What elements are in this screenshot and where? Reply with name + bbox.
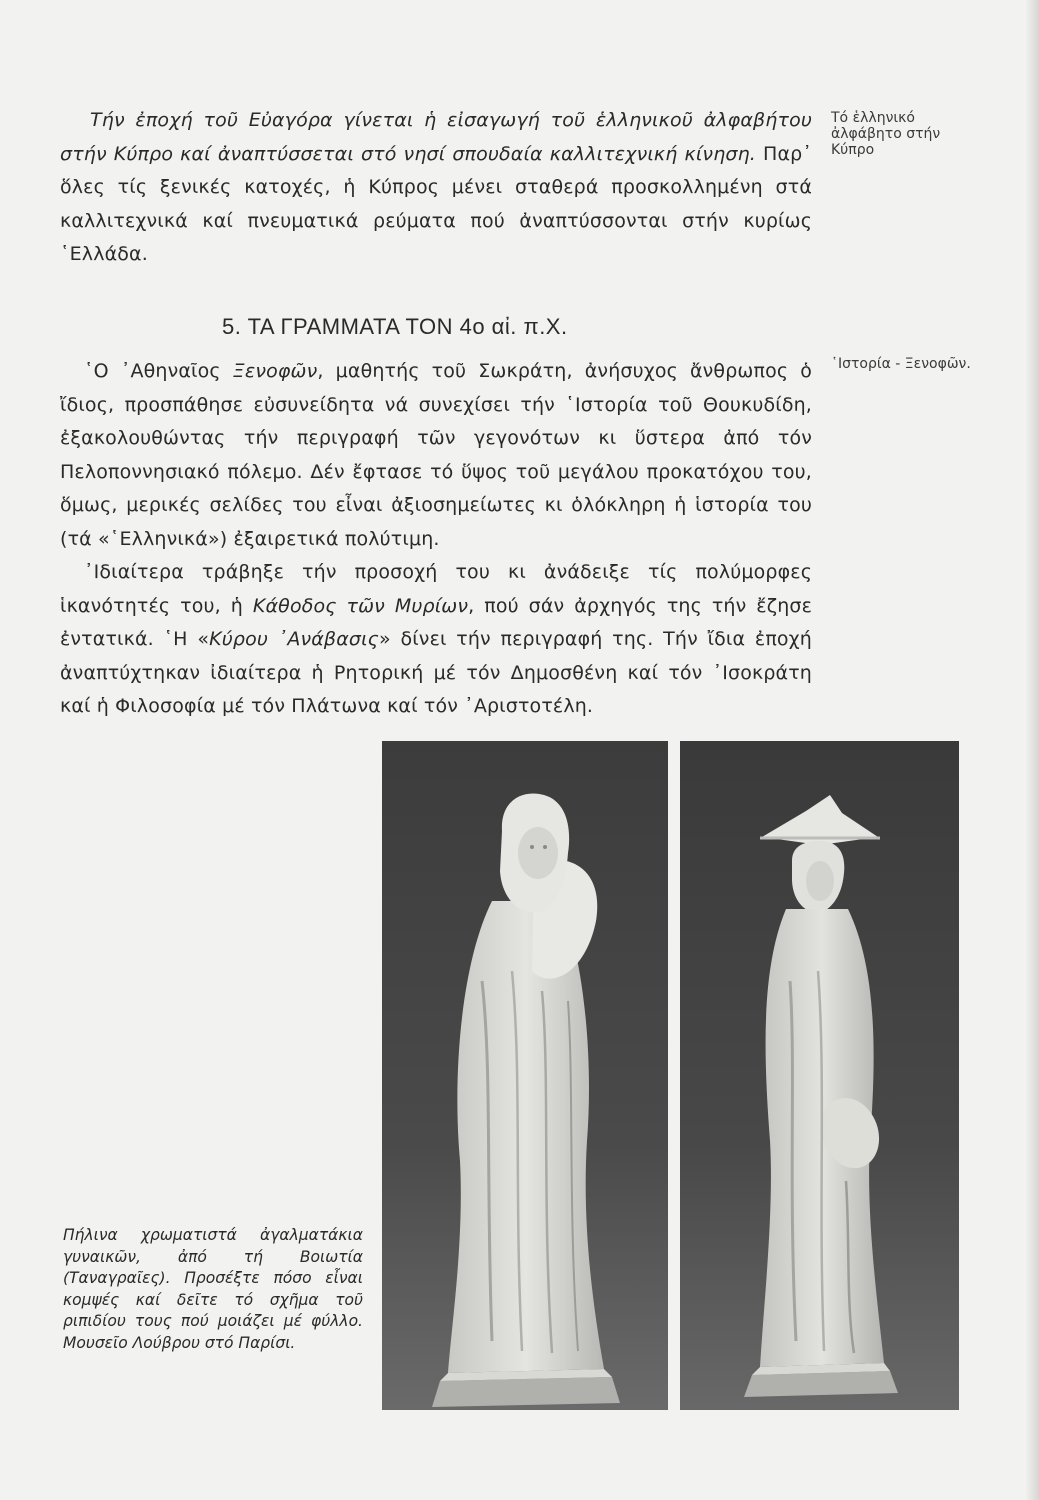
figurine-photo-right [680,741,959,1410]
paragraph-2-part1: ᾽Ιδιαίτερα τράβηξε τήν προσοχή του κι ἀνάδειξε τίς πολύμορφες ἱκανότητές του, ἡ [60,561,812,617]
section-heading: 5. ΤΑ ΓΡΑΜΜΑΤΑ ΤΟΝ 4ο αἰ. π.Χ. [222,314,568,339]
paragraph-1-part2: , μαθητής τοῦ Σωκράτη, ἀνήσυχος ἄνθρωπος ὁ ἴδιος, προσπάθησε εὐσυνείδητα νά συνεχίσει τήν ῾Ιστορία τοῦ Θουκυδίδη, ἐξακολουθώντας τήν περιγραφή τῶν γεγονότων κι ὕστερα ἀπό τόν Πελοποννησιακό πόλεμο. Δέν ἔφτασε τό ὕψος τοῦ μεγάλου προκατόχου του, ὅμως, μερικές σελίδες του εἶναι ἀξιοσημείωτες κι ὁλόκληρη ἡ ἱστορία του (τά «῾Ελληνικά») ἐξαιρετικά πολύτιμη. [60,360,812,550]
intro-text-italic: Τήν ἐποχή τοῦ Εὐαγόρα γίνεται ἡ εἰσαγωγή τοῦ ἑλληνικοῦ ἀλφαβήτου στήν Κύπρο καί ἀναπτύσσεται στό νησί σπουδαία καλλιτεχνική κίνηση. [60,109,812,165]
paragraph-2-part3: » δίνει τήν περιγραφή της. Τήν ἴδια ἐποχή ἀναπτύχτηκαν ἰδιαίτερα ἡ Ρητορική μέ τόν Δημοσθένη καί τόν ᾽Ισοκράτη καί ἡ Φιλοσοφία μέ τόν Πλάτωνα καί τόν ᾽Αριστοτέλη. [60,628,812,717]
intro-block [60,104,812,272]
figure-caption: Πήλινα χρωματιστά ἀγαλματάκια γυναικῶν, ἀπό τή Βοιωτία (Ταναγραῖες). Προσέξτε πόσο εἶναι κομψές καί δεῖτε τό σχῆμα τοῦ ριπιδίου τους πού μοιάζει μέ φύλλο. Μουσεῖο Λούβρου στό Παρίσι. [63,1226,363,1352]
figurine-right-image [680,741,959,1410]
paragraph-anabasis [60,556,812,724]
figurine-photo-left [382,741,668,1410]
margin-note-xenophon: ῾Ιστορία - Ξενοφῶν. [831,356,971,372]
intro-paragraph [60,104,812,272]
author-name: Ξενοφῶν [232,360,318,382]
work-title-kathodos: Κάθοδος τῶν Μυρίων [252,594,469,617]
paragraph-2-part2: , πού σάν ἀρχηγός της τήν ἔζησε ἐντατικά. ῾Η « [60,594,812,650]
work-title-anabasis: Κύρου ᾽Ανάβασις [209,628,379,650]
page-edge-shadow [1025,0,1039,1500]
body-block [60,355,812,724]
paragraph-xenophon [60,355,812,556]
intro-text-regular: Παρ᾽ ὅλες τίς ξενικές κατοχές, ἡ Κύπρος μένει σταθερά προσκολλημένη στά καλλιτεχνικά καί πνευματικά ρεύματα πού ἀναπτύσσονται στήν κυρίως ῾Ελλάδα. [60,142,812,265]
paragraph-1-part1: ῾Ο ᾽Αθηναῖος [84,360,233,382]
figurine-left-image [382,741,668,1410]
margin-note-alphabet: Τό ἑλληνικό ἀλφάβητο στήν Κύπρο [831,110,941,158]
